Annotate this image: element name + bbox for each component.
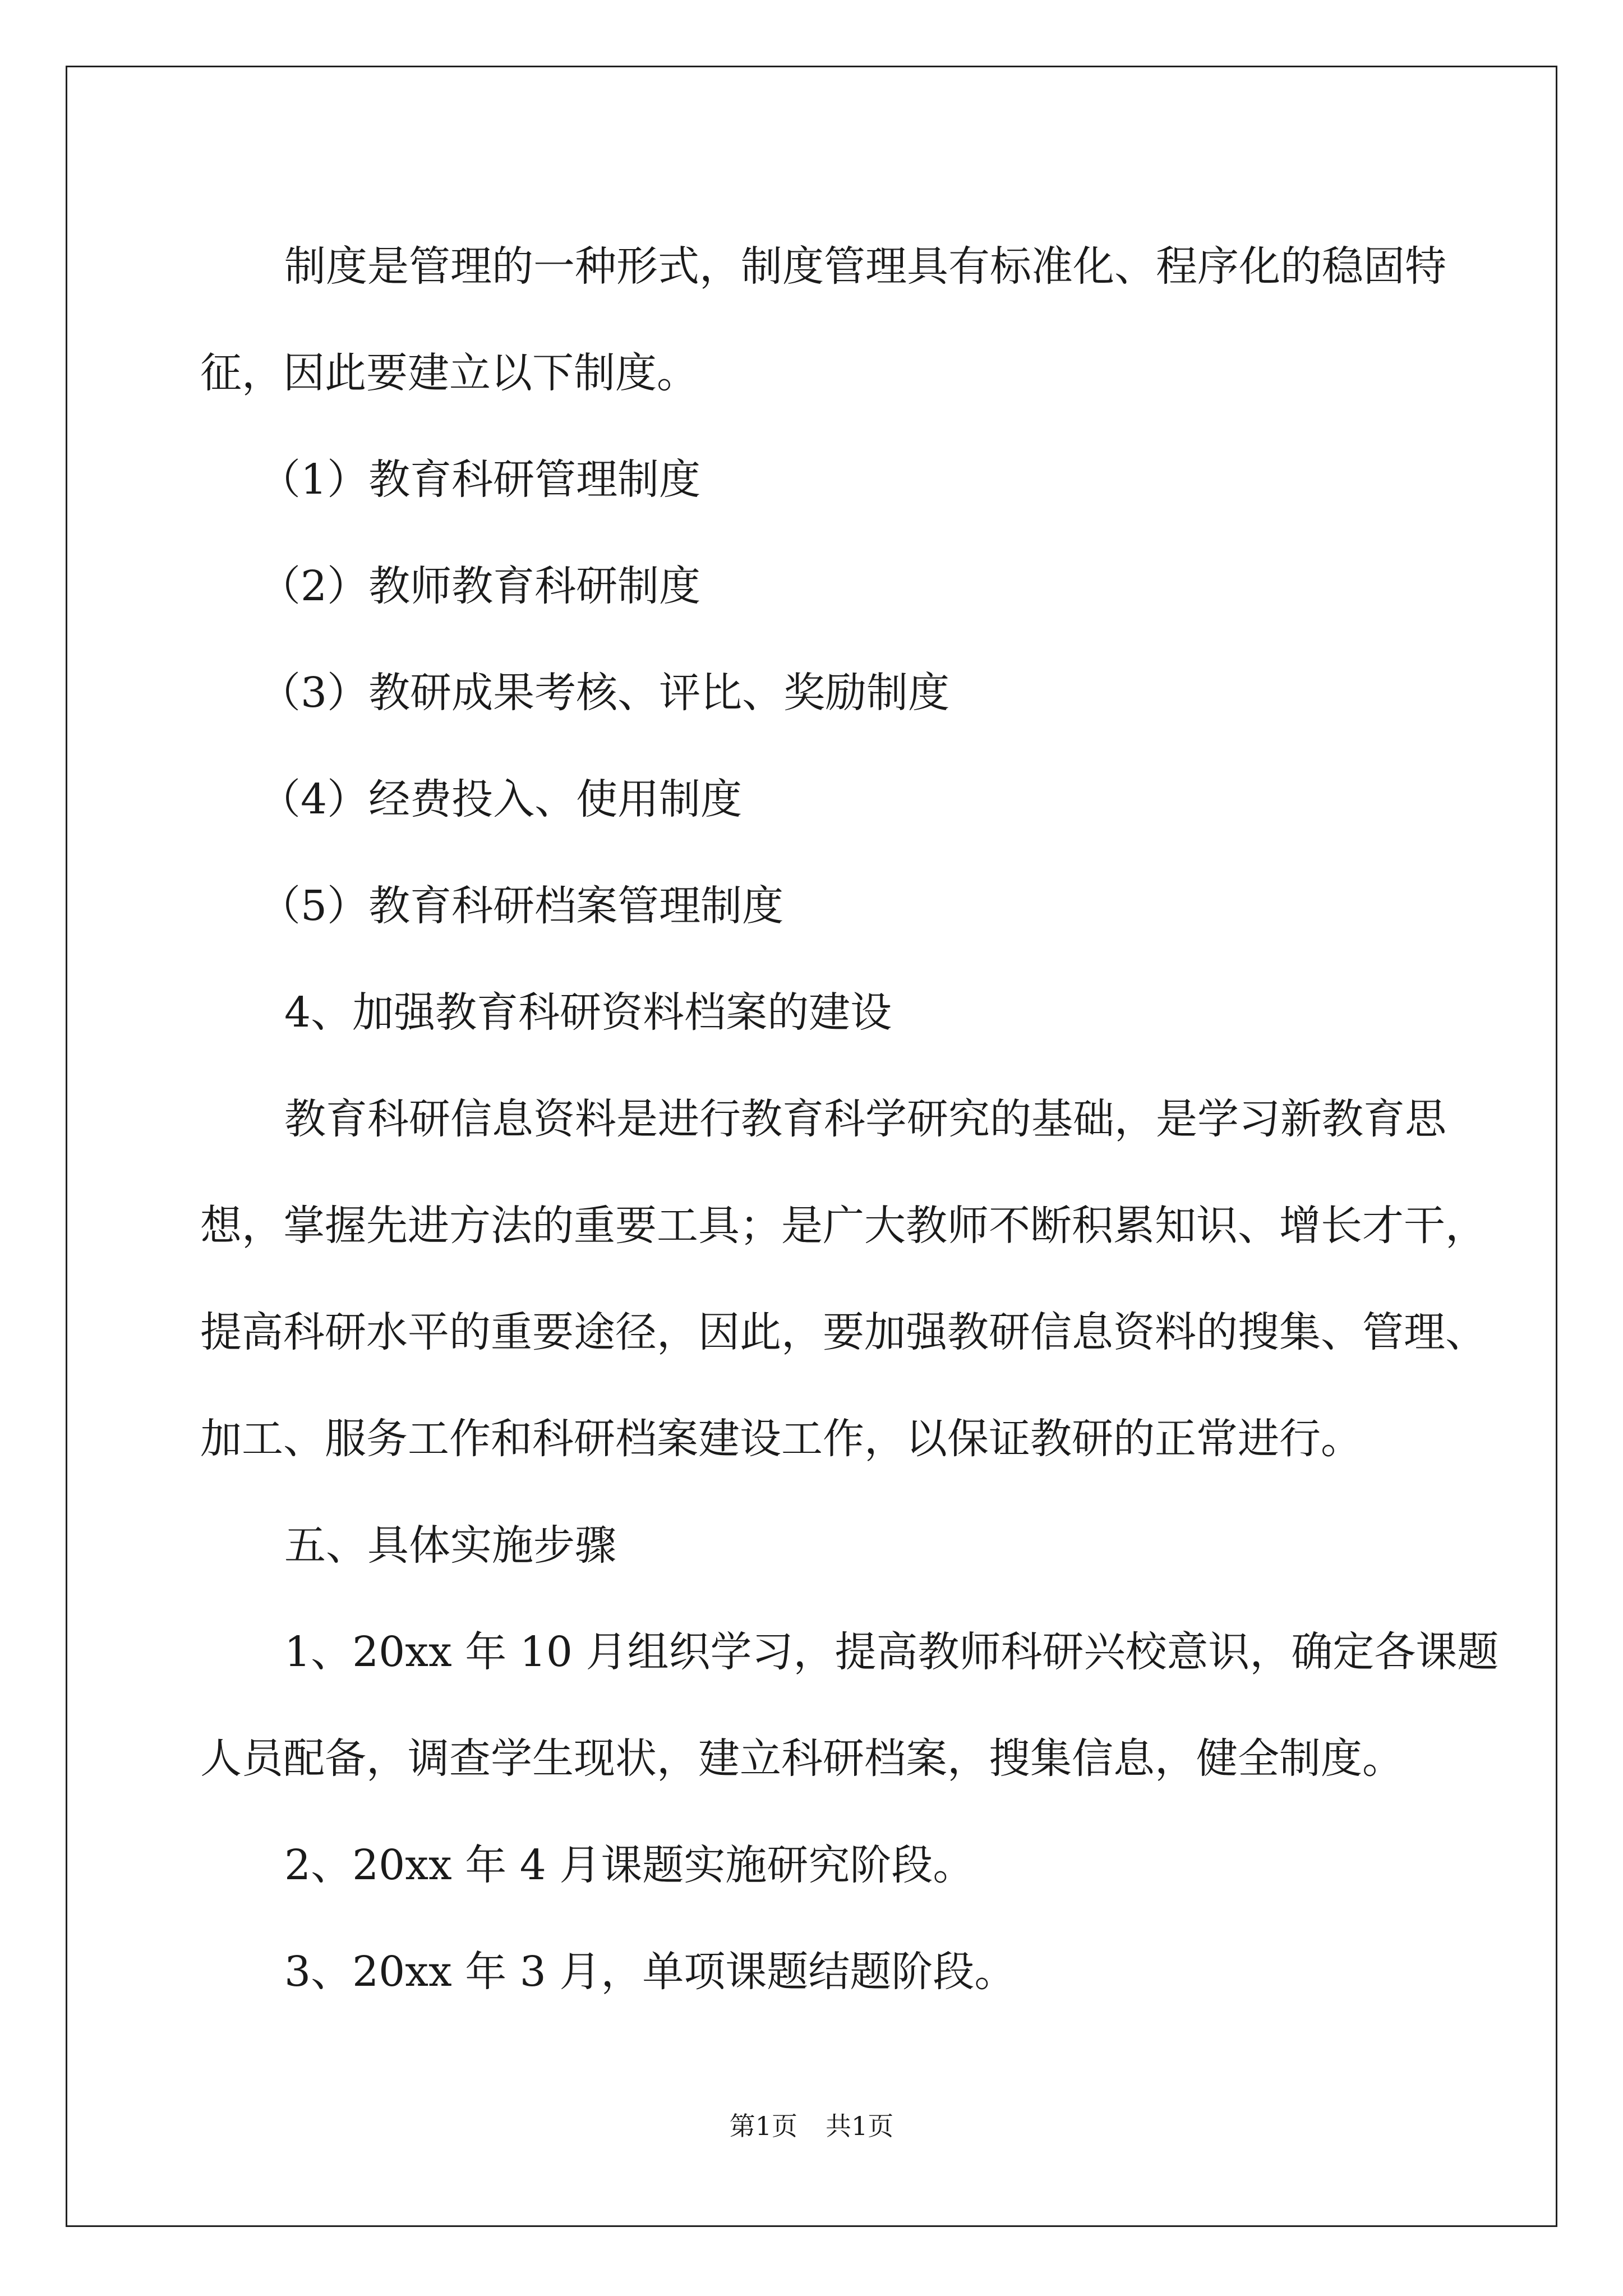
text-line-9: 2、20xx 年 4 月课题实施研究阶段。 [284,1841,975,1889]
text-line-8: 人员配备，调查学生现状，建立科研档案，搜集信息，健全制度。 [200,1734,1404,1783]
list-item-3: （3）教研成果考核、评比、奖励制度 [259,669,950,717]
text-line-10: 3、20xx 年 3 月，单项课题结题阶段。 [284,1948,1016,1996]
text-line-4: 想，掌握先进方法的重要工具；是广大教师不断积累知识、增长才干， [200,1202,1487,1250]
list-item-5: （5）教育科研档案管理制度 [259,882,784,930]
list-item-1: （1）教育科研管理制度 [259,455,701,504]
page-footer [0,2109,1623,2143]
text-line-5: 提高科研水平的重要途径，因此，要加强教研信息资料的搜集、管理、 [200,1308,1487,1356]
page-total: 共1页 [826,2111,894,2141]
text-line-7: 1、20xx 年 10 月组织学习，提高教师科研兴校意识，确定各课题 [284,1628,1499,1676]
page-number: 第1页 [729,2111,797,2141]
section-heading-5: 五、具体实施步骤 [284,1521,616,1570]
document-body [200,213,1499,2025]
text-line-3: 教育科研信息资料是进行教育科学研究的基础，是学习新教育思 [284,1095,1446,1143]
list-item-4: （4）经费投入、使用制度 [259,775,743,823]
text-line-1: 制度是管理的一种形式，制度管理具有标准化、程序化的稳固特 [284,242,1446,291]
section-heading-4: 4、加强教育科研资料档案的建设 [284,988,892,1037]
text-line-2: 征，因此要建立以下制度。 [200,349,698,397]
text-line-6: 加工、服务工作和科研档案建设工作，以保证教研的正常进行。 [200,1415,1362,1463]
list-item-2: （2）教师教育科研制度 [259,562,701,610]
